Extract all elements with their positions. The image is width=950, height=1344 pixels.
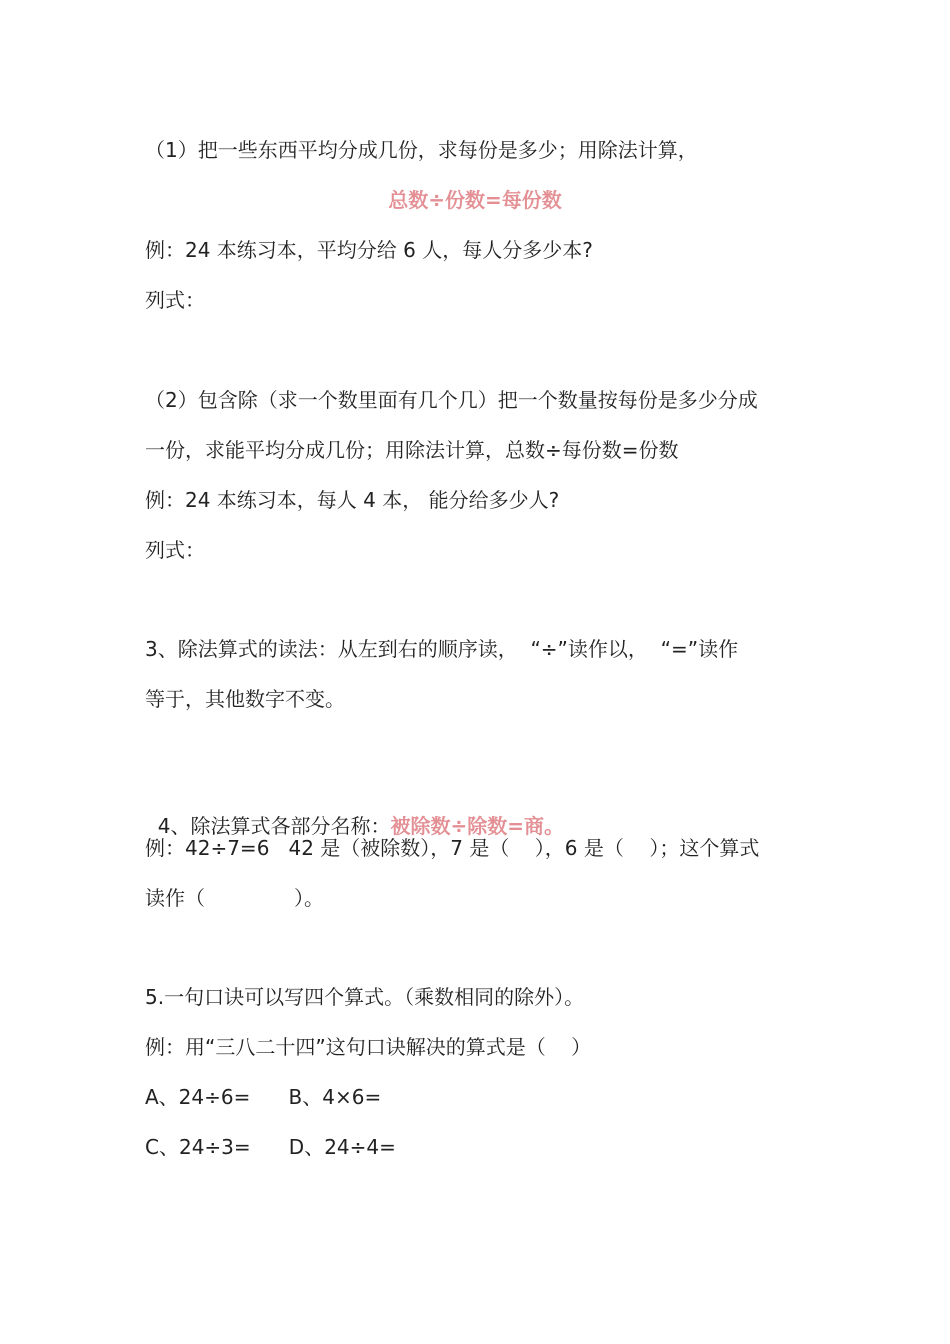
sec4-example-line1: 例：42÷7=6 42 是（被除数），7 是（ ），6 是（ ）；这个算式 <box>145 836 760 860</box>
sec5-options-line1: A、24÷6= B、4×6= <box>145 1085 382 1109</box>
sec4-example-line2: 读作（ ）。 <box>145 886 325 910</box>
sec3-line1: 3、除法算式的读法：从左到右的顺序读， “÷”读作以， “=”读作 <box>145 637 739 661</box>
sec2-line2: 一份，求能平均分成几份；用除法计算，总数÷每份数=份数 <box>145 438 679 462</box>
sec4-highlight: 被除数÷除数=商。 <box>390 814 564 838</box>
sec2-equation: 列式： <box>145 538 205 562</box>
sec2-line1: （2）包含除（求一个数里面有几个几）把一个数量按每份是多少分成 <box>145 388 758 412</box>
sec4-prefix: 4、除法算式各部分名称： <box>157 814 391 838</box>
sec4-title <box>145 784 564 840</box>
sec1-line1: （1）把一些东西平均分成几份，求每份是多少；用除法计算， <box>145 138 698 162</box>
sec1-equation: 列式： <box>145 288 205 312</box>
sec5-options-line2: C、24÷3= D、24÷4= <box>145 1135 396 1159</box>
sec2-example: 例：24 本练习本，每人 4 本， 能分给多少人? <box>145 488 560 512</box>
sec3-line2: 等于，其他数字不变。 <box>145 687 345 711</box>
sec5-example: 例：用“三八二十四”这句口诀解决的算式是（ ） <box>145 1035 592 1059</box>
sec1-example: 例：24 本练习本，平均分给 6 人，每人分多少本? <box>145 238 593 262</box>
sec1-formula: 总数÷份数=每份数 <box>388 188 562 212</box>
sec5-line1: 5.一句口诀可以写四个算式。（乘数相同的除外）。 <box>145 985 585 1009</box>
